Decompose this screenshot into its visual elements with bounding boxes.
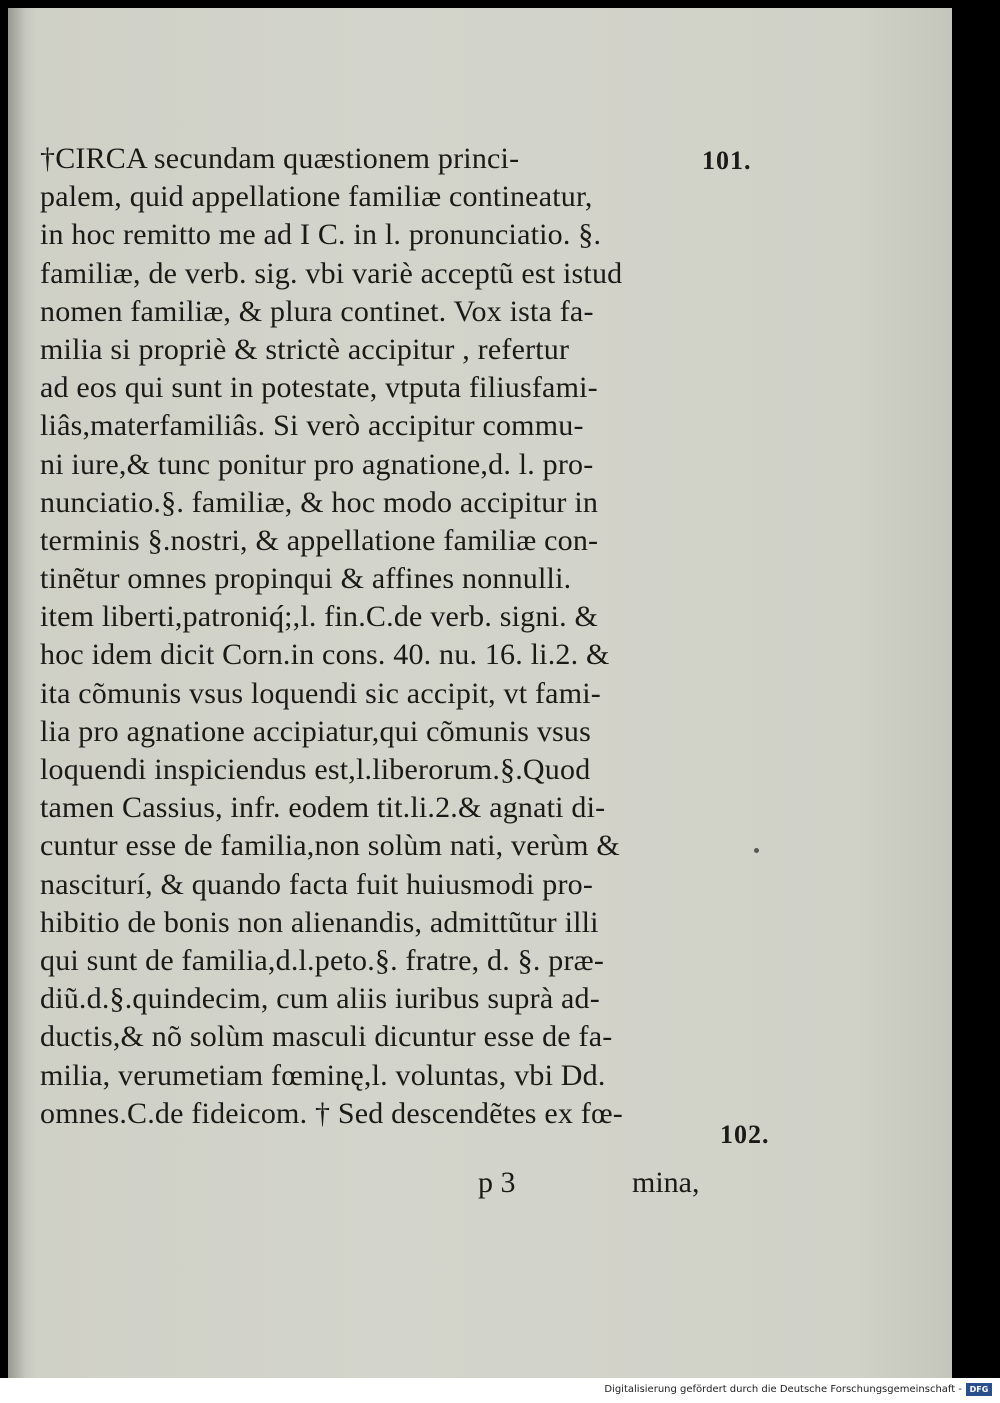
text-line: palem, quid appellatione familiæ contineatur, bbox=[40, 180, 593, 214]
text-line: liâs,materfamiliâs. Si verò accipitur commu- bbox=[40, 409, 584, 443]
text-line: ni iure,& tunc ponitur pro agnatione,d. l. pro- bbox=[40, 447, 594, 481]
main-text-block bbox=[40, 140, 740, 1133]
text-line: terminis §.nostri, & appellatione familiæ con- bbox=[40, 523, 599, 557]
text-line: nunciatio.§. familiæ, & hoc modo accipitur in bbox=[40, 485, 599, 519]
text-line: familiæ, de verb. sig. vbi variè acceptũ est istud bbox=[40, 256, 623, 290]
text-line: hoc idem dicit Corn.in cons. 40. nu. 16. li.2. & bbox=[40, 638, 610, 672]
text-line: lia pro agnatione accipiatur,qui cõmunis vsus bbox=[40, 714, 591, 748]
text-line: milia, verumetiam fœminę,l. voluntas, vbi Dd. bbox=[40, 1058, 606, 1092]
text-line: diũ.d.§.quindecim, cum aliis iuribus suprà ad- bbox=[40, 982, 600, 1016]
text-line: hibitio de bonis non alienandis, admittũtur illi bbox=[40, 905, 599, 939]
gutter-shadow bbox=[8, 8, 26, 1378]
text-line: ad eos qui sunt in potestate, vtputa filiusfami- bbox=[40, 371, 598, 405]
text-line: milia si propriè & strictè accipitur , refertur bbox=[40, 332, 570, 366]
margin-note-101: 101. bbox=[702, 146, 752, 175]
text-line: tinẽtur omnes propinqui & affines nonnulli. bbox=[40, 562, 572, 596]
margin-note-102: 102. bbox=[720, 1120, 770, 1149]
digitization-footer bbox=[0, 1378, 1000, 1403]
text-line: †CIRCA secundam quæstionem princi- bbox=[40, 142, 520, 175]
text-line: ductis,& nõ solùm masculi dicuntur esse de fa- bbox=[40, 1020, 613, 1054]
text-line: nasciturí, & quando facta fuit huiusmodi pro- bbox=[40, 867, 594, 901]
text-line: item liberti,patroniq́;,l. fin.C.de verb. signi. & bbox=[40, 600, 599, 634]
book-page bbox=[8, 8, 952, 1378]
text-line: ita cõmunis vsus loquendi sic accipit, vt fami- bbox=[40, 676, 601, 710]
paper-speck bbox=[754, 848, 759, 853]
dfg-logo: DFG bbox=[966, 1383, 992, 1396]
text-line: omnes.C.de fideicom. † Sed descendẽtes ex fœ- bbox=[40, 1096, 623, 1130]
text-line: tamen Cassius, infr. eodem tit.li.2.& agnati di- bbox=[40, 791, 606, 825]
footer-credit: Digitalisierung gefördert durch die Deutsche Forschungsgemeinschaft - bbox=[604, 1384, 962, 1395]
text-line: cuntur esse de familia,non solùm nati, verùm & bbox=[40, 829, 620, 863]
text-line: nomen familiæ, & plura continet. Vox ista fa- bbox=[40, 294, 594, 328]
text-line: loquendi inspiciendus est,l.liberorum.§.Quod bbox=[40, 753, 591, 786]
catchword: mina, bbox=[632, 1166, 700, 1199]
text-line: in hoc remitto me ad I C. in l. pronunciatio. §. bbox=[40, 218, 602, 252]
text-line: qui sunt de familia,d.l.peto.§. fratre, d. §. præ- bbox=[40, 943, 605, 977]
signature-mark: p 3 bbox=[478, 1166, 516, 1199]
